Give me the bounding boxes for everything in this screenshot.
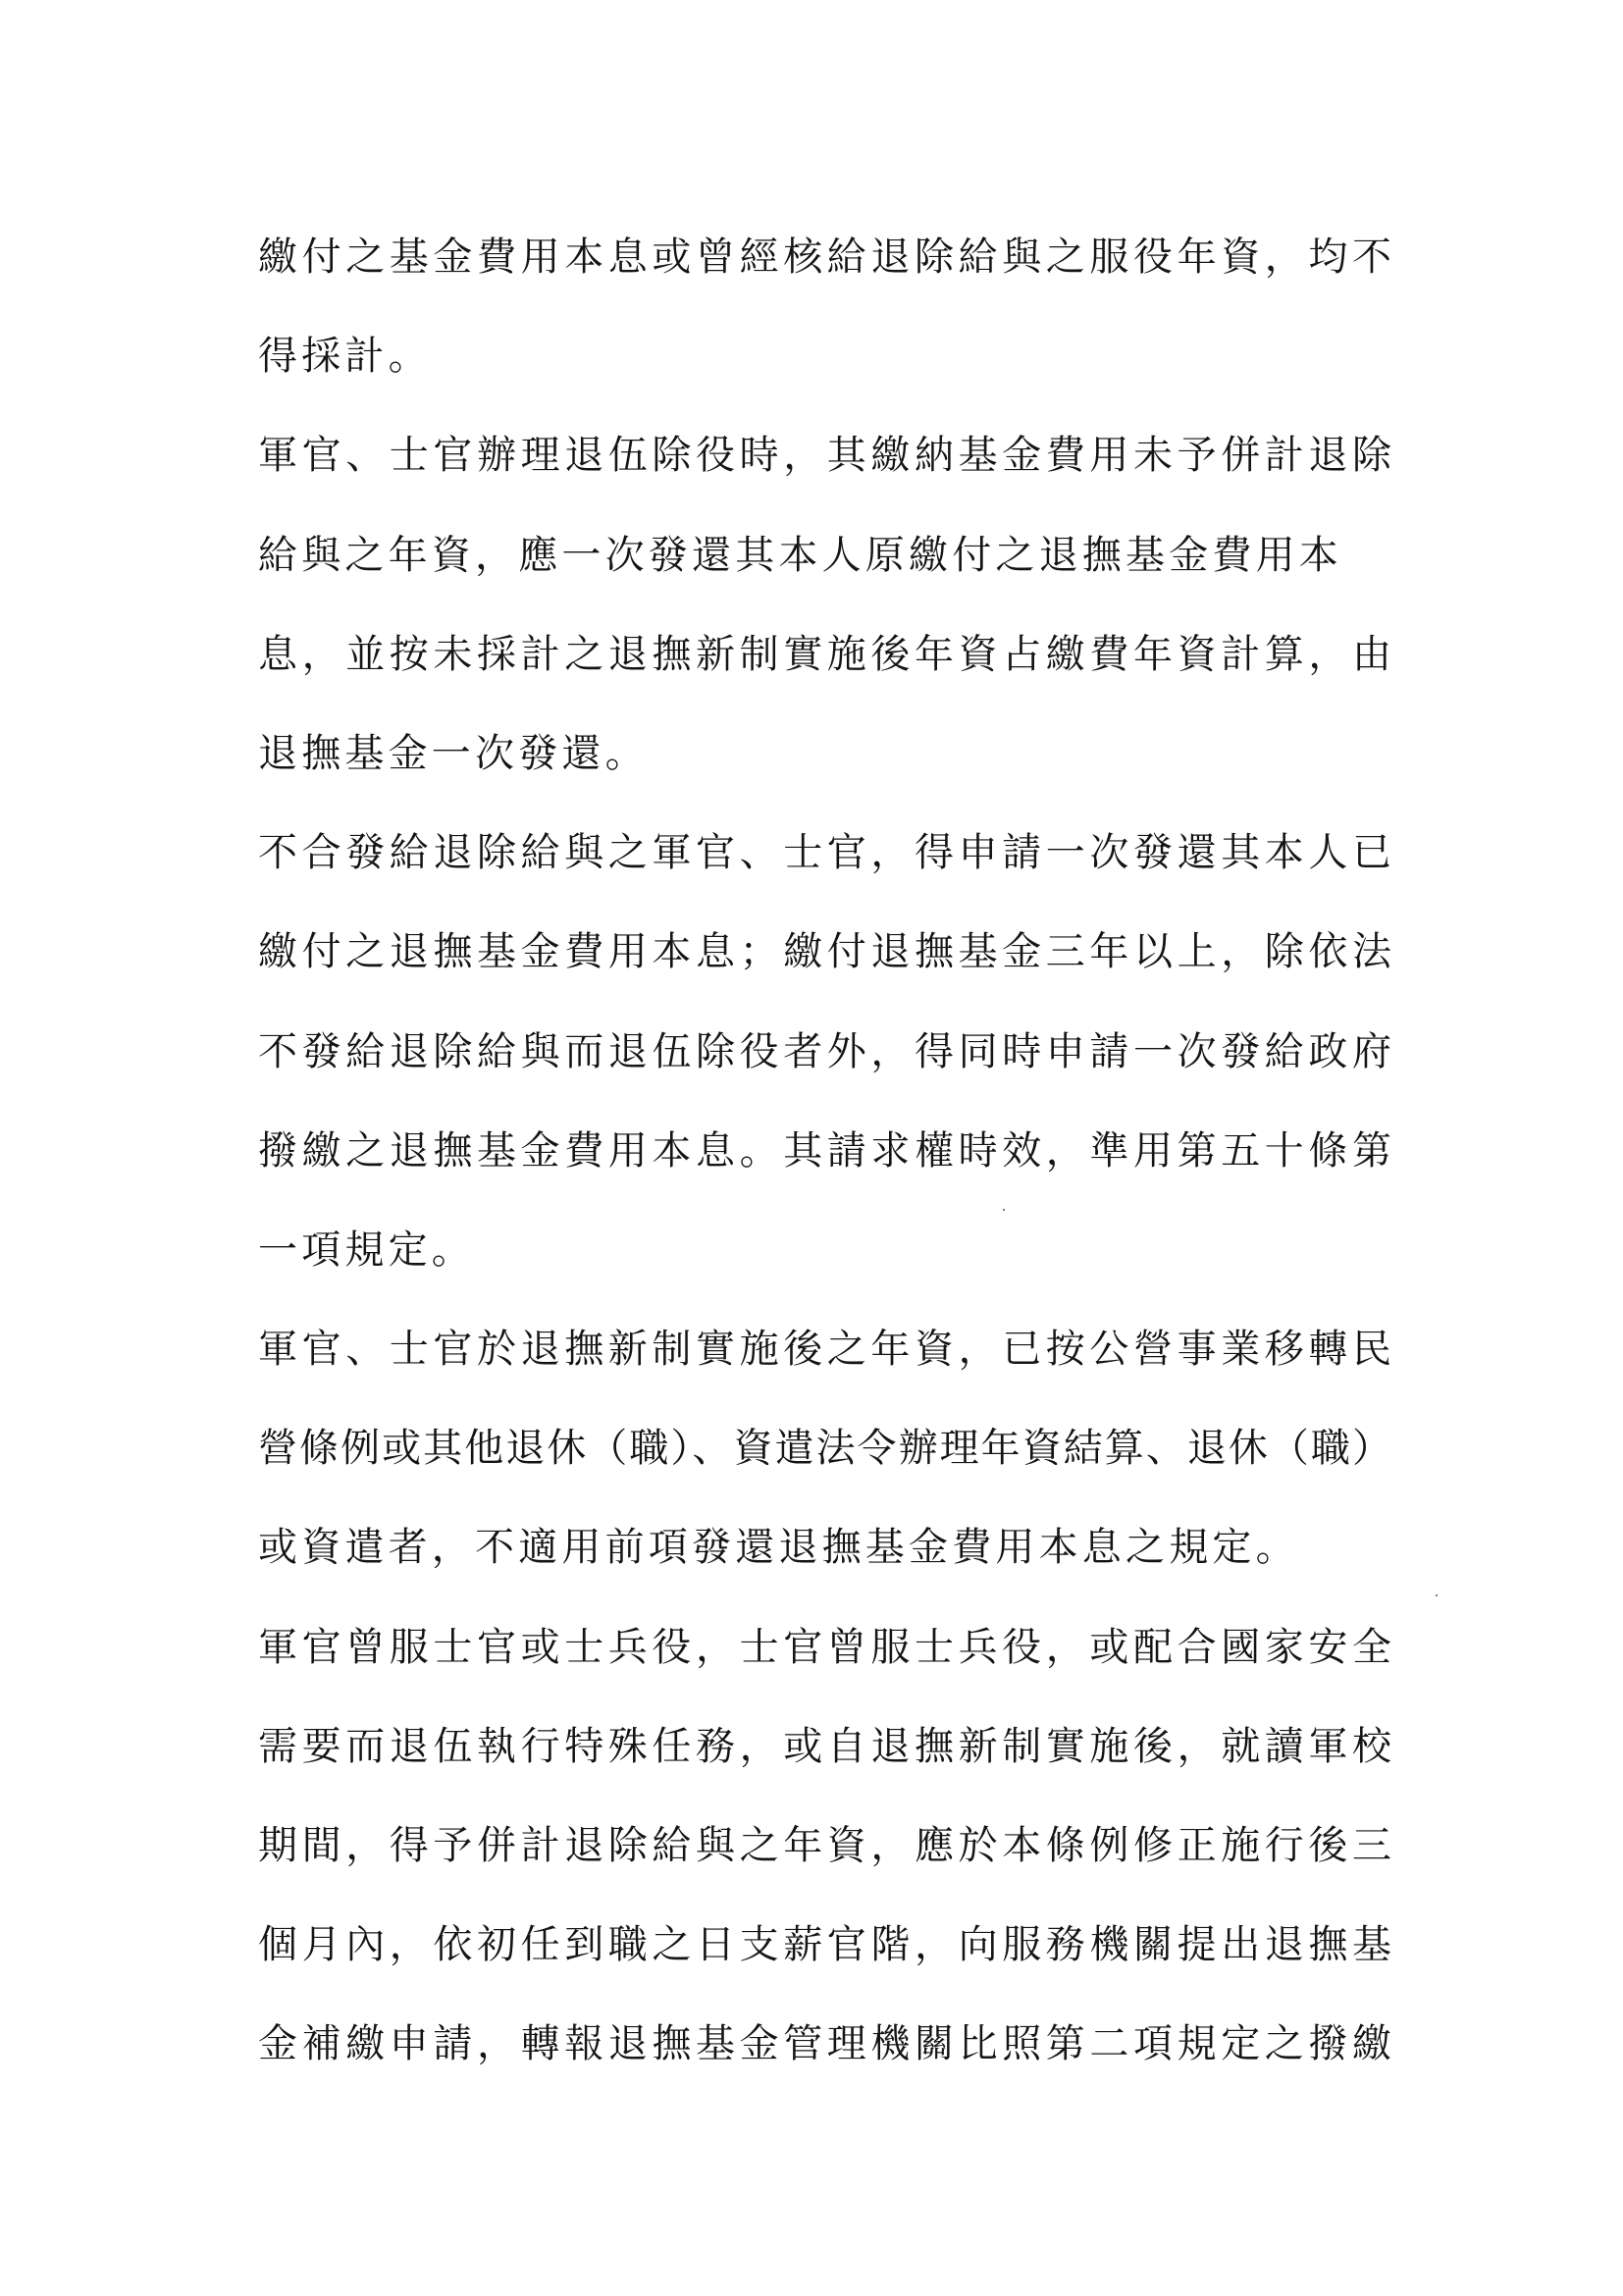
text-line: 個月內，依初任到職之日支薪官階，向服務機關提出退撫基 xyxy=(258,1922,1391,1968)
text-line: 需要而退伍執行特殊任務，或自退撫新制實施後，就讀軍校 xyxy=(258,1723,1391,1769)
text-line: 不發給退除給與而退伍除役者外，得同時申請一次發給政府 xyxy=(258,1028,1391,1074)
body-text xyxy=(258,208,1391,2095)
text-line: 退撫基金一次發還。 xyxy=(258,730,649,776)
text-line: 息，並按未採計之退撫新制實施後年資占繳費年資計算，由 xyxy=(258,631,1391,677)
text-line: 或資遣者，不適用前項發還退撫基金費用本息之規定。 xyxy=(258,1525,1299,1571)
text-line: 繳付之基金費用本息或曾經核給退除給與之服役年資，均不 xyxy=(258,235,1391,280)
text-line: 給與之年資，應一次發還其本人原繳付之退撫基金費用本 xyxy=(258,532,1342,578)
text-line: 金補繳申請，轉報退撫基金管理機關比照第二項規定之撥繳 xyxy=(258,2021,1391,2067)
text-line: 軍官、士官於退撫新制實施後之年資，已按公營事業移轉民 xyxy=(258,1327,1391,1373)
text-line: 軍官、士官辦理退伍除役時，其繳納基金費用未予併計退除 xyxy=(258,433,1391,479)
text-line: 得採計。 xyxy=(258,334,432,380)
scan-speck xyxy=(1003,1209,1005,1211)
text-line: 繳付之退撫基金費用本息；繳付退撫基金三年以上，除依法 xyxy=(258,929,1391,975)
text-line: 營條例或其他退休（職）、資遣法令辦理年資結算、退休（職） xyxy=(258,1426,1391,1472)
text-line: 不合發給退除給與之軍官、士官，得申請一次發還其本人已 xyxy=(258,830,1391,876)
text-line: 撥繳之退撫基金費用本息。其請求權時效，準用第五十條第 xyxy=(258,1127,1391,1174)
scan-speck xyxy=(1436,1594,1438,1596)
text-line: 一項規定。 xyxy=(258,1226,475,1273)
text-line: 軍官曾服士官或士兵役，士官曾服士兵役，或配合國家安全 xyxy=(258,1624,1391,1670)
text-line: 期間，得予併計退除給與之年資，應於本條例修正施行後三 xyxy=(258,1823,1391,1868)
